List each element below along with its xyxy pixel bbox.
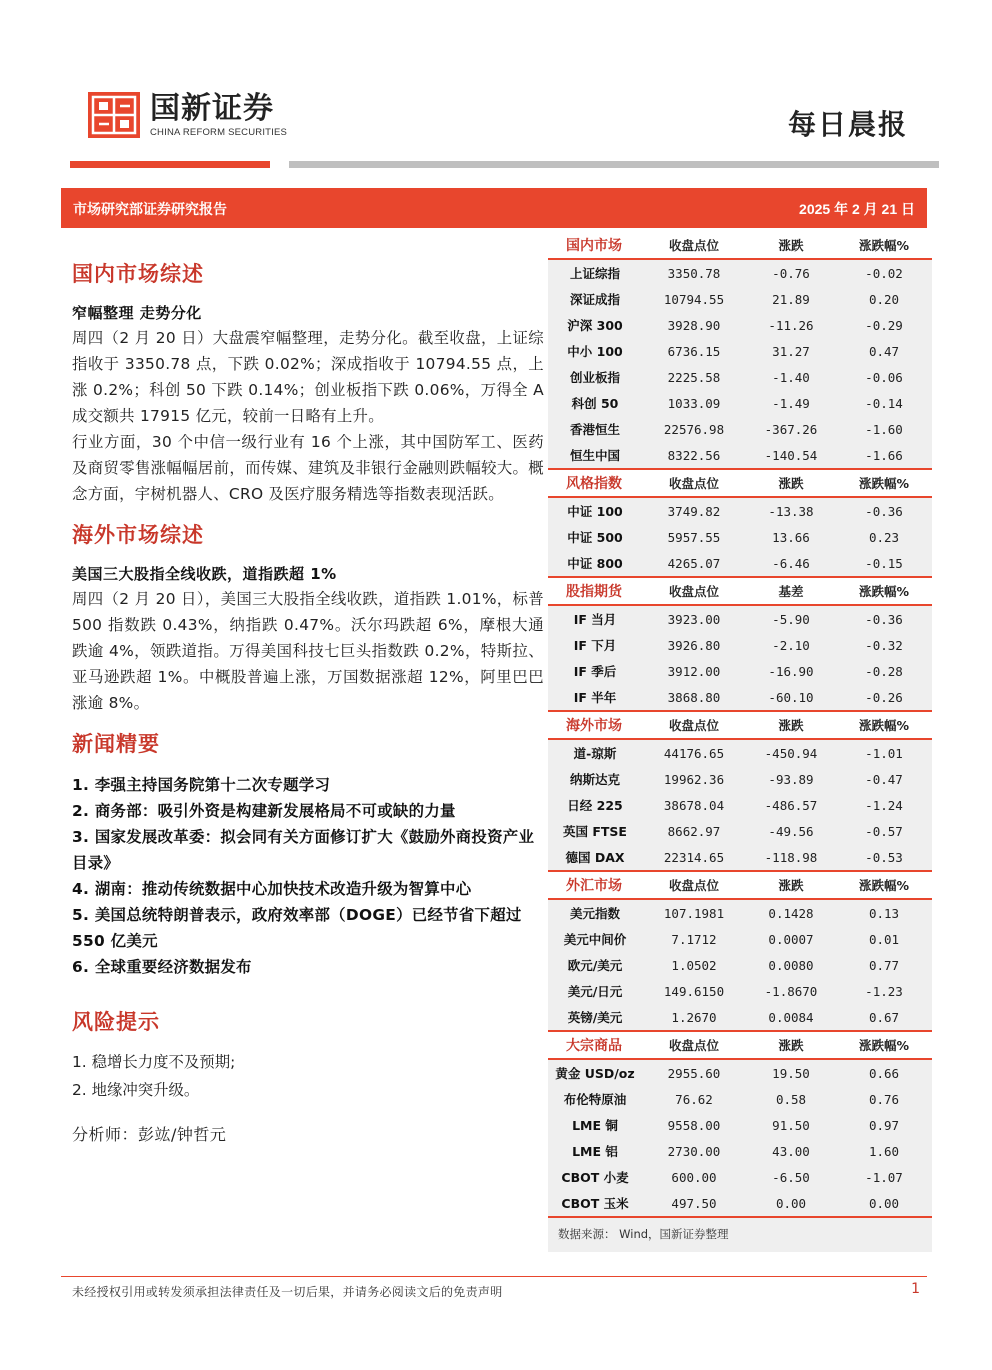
row-value: 6736.15 [667,343,721,359]
row-value: 22314.65 [663,849,725,865]
row-value: -0.76 [772,265,810,281]
table-row [548,442,932,468]
row-value: -0.32 [865,637,903,653]
row-value: -5.90 [772,611,810,627]
table-column-header: 涨跌幅% [858,718,910,733]
domestic-title: 国内市场综述 [72,261,204,286]
table-row [548,952,932,978]
row-label: 黄金 USD/oz [555,1066,635,1081]
table-section-name: 外汇市场 [566,878,622,894]
banner-dept: 市场研究部证券研究报告 [73,202,227,218]
company-logo-text [150,92,287,138]
row-value: -0.36 [865,611,903,627]
table-row [548,1112,932,1138]
row-value: -0.47 [865,771,903,787]
table-row [548,364,932,390]
table-column-header: 收盘点位 [668,878,719,893]
market-data-tables [548,232,932,1252]
row-label: 英镑/美元 [567,1010,623,1025]
row-value: -0.02 [865,265,903,281]
table-row [548,416,932,442]
table-section-name: 风格指数 [566,476,622,492]
row-value: -1.24 [865,797,903,813]
table-header [548,232,932,260]
news-item: 3. 国家发展改革委：拟会同有关方面修订扩大《鼓励外商投资产业目录》 [72,828,535,872]
domestic-para2: 行业方面，30 个中信一级行业有 16 个上涨，其中国防军工、医药及商贸零售涨幅幅居前，而传媒、建筑及非银行金融则跌幅较大。概念方面，宇树机器人、CRO 及医疗服务精选等指数表现活跃。 [72,433,544,503]
row-value: 19.50 [772,1065,810,1081]
row-value: -2.10 [772,637,810,653]
banner-date: 2025 年 2 月 21 日 [799,201,915,217]
row-label: IF 季后 [573,664,617,679]
row-value: -0.15 [865,555,903,571]
logo-cn: 国新证券 [150,91,274,126]
table-column-header: 收盘点位 [668,718,719,733]
table-row [548,286,932,312]
row-value: 0.20 [868,291,900,307]
row-value: 3912.00 [667,663,721,679]
row-value: 0.97 [868,1117,900,1133]
row-value: -6.50 [772,1169,810,1185]
table-column-header: 收盘点位 [668,584,719,599]
table-column-header: 收盘点位 [668,1038,719,1053]
row-value: 0.66 [868,1065,900,1081]
row-value: 3923.00 [667,611,721,627]
row-value: 149.6150 [663,983,725,999]
row-value: 19962.36 [663,771,725,787]
row-value: -1.66 [865,447,903,463]
row-label: 美元/日元 [567,984,623,999]
row-value: 43.00 [772,1143,810,1159]
row-value: 0.01 [868,931,900,947]
table-row [548,818,932,844]
row-label: 美元指数 [569,906,620,921]
table-row [548,632,932,658]
row-value: -450.94 [764,745,818,761]
row-value: 0.67 [868,1009,900,1025]
row-value: 0.47 [868,343,900,359]
table-header [548,1032,932,1060]
news-item: 6. 全球重要经济数据发布 [72,958,252,976]
row-value: -13.38 [768,503,814,519]
domestic-subtitle: 窄幅整理 走势分化 [72,304,202,322]
row-label: 中证 500 [567,530,623,545]
overseas-title: 海外市场综述 [72,522,204,547]
news-title: 新闻精要 [72,731,160,756]
table-row [548,498,932,524]
table-row [548,684,932,710]
row-label: 沪深 300 [567,318,623,333]
report-banner [61,188,927,228]
table-column-header: 涨跌 [778,476,804,491]
news-item: 2. 商务部：吸引外资是构建新发展格局不可或缺的力量 [72,802,456,820]
table-column-header: 涨跌幅% [858,1038,910,1053]
row-value: 0.0080 [768,957,814,973]
left-column [72,250,544,1145]
row-value: 0.77 [868,957,900,973]
table-row [548,260,932,286]
row-value: 13.66 [772,529,810,545]
table-row [548,1190,932,1216]
row-value: 1.60 [868,1143,900,1159]
row-value: -1.07 [865,1169,903,1185]
table-section-name: 大宗商品 [566,1038,622,1054]
table-row [548,338,932,364]
table-section-name: 海外市场 [566,718,622,734]
row-value: 3926.80 [667,637,721,653]
doc-type-title: 每日晨报 [787,108,908,141]
row-label: IF 下月 [573,638,617,653]
table-row [548,740,932,766]
row-value: -0.06 [865,369,903,385]
news-list [72,772,544,980]
domestic-para1: 周四（2 月 20 日）大盘震窄幅整理，走势分化。截至收盘，上证综指收于 3350.78 点，下跌 0.02%；深成指收于 10794.55 点，上涨 0.2%；科创 50 下跌 0.14%；创业板指下跌 0.06%，万得全 A 成交额共 17915 亿元，较前一日略有上升。 [72,329,544,425]
row-value: 2225.58 [667,369,721,385]
row-value: -0.14 [865,395,903,411]
row-label: 恒生中国 [569,448,620,463]
logo-glyph-icon [88,92,140,138]
table-row [548,312,932,338]
row-value: -1.49 [772,395,810,411]
risk-list [72,1048,544,1104]
row-value: 44176.65 [663,745,725,761]
table-section-name: 国内市场 [566,238,622,254]
table-header [548,712,932,740]
row-value: -60.10 [768,689,814,705]
page-number: 1 [911,1281,920,1297]
row-value: -118.98 [764,849,818,865]
news-item: 1. 李强主持国务院第十二次专题学习 [72,776,331,794]
row-value: 4265.07 [667,555,721,571]
row-label: 香港恒生 [569,422,620,437]
row-label: 德国 DAX [565,850,625,865]
row-value: 2730.00 [667,1143,721,1159]
table-column-header: 涨跌幅% [858,238,910,253]
logo-en: CHINA REFORM SECURITIES [150,127,288,138]
table-row [548,1086,932,1112]
table-row [548,978,932,1004]
row-label: 美元中间价 [563,932,627,947]
row-value: -0.28 [865,663,903,679]
table-row [548,792,932,818]
row-value: 600.00 [671,1169,717,1185]
row-label: 纳斯达克 [569,772,620,787]
row-value: 10794.55 [663,291,725,307]
row-value: 91.50 [772,1117,810,1133]
table-row [548,524,932,550]
row-value: 0.00 [775,1195,807,1211]
table-column-header: 涨跌 [778,238,804,253]
row-label: LME 铝 [572,1144,618,1159]
row-label: 日经 225 [567,798,623,813]
row-value: -0.57 [865,823,903,839]
row-label: 英国 FTSE [563,824,627,839]
row-label: 道-琼斯 [573,746,617,761]
row-value: -11.26 [768,317,814,333]
table-column-header: 涨跌幅% [858,584,910,599]
row-label: 中小 100 [567,344,623,359]
row-label: 创业板指 [569,370,620,385]
row-label: IF 半年 [573,690,617,705]
overseas-subtitle: 美国三大股指全线收跌，道指跌超 1% [72,565,337,583]
table-column-header: 涨跌 [778,878,804,893]
row-label: 中证 800 [567,556,623,571]
table-column-header: 涨跌幅% [858,476,910,491]
row-value: 497.50 [671,1195,717,1211]
table-row [548,900,932,926]
row-value: 5957.55 [667,529,721,545]
row-label: IF 当月 [573,612,617,627]
row-value: -367.26 [764,421,818,437]
row-label: 布伦特原油 [563,1092,627,1107]
row-value: 8322.56 [667,447,721,463]
row-value: 0.1428 [768,905,814,921]
row-label: CBOT 玉米 [561,1196,629,1211]
table-row [548,606,932,632]
row-value: 3928.90 [667,317,721,333]
table-header [548,872,932,900]
row-value: -16.90 [768,663,814,679]
row-value: -486.57 [764,797,818,813]
row-value: -6.46 [772,555,810,571]
table-row [548,1060,932,1086]
table-row [548,1164,932,1190]
row-label: 上证综指 [569,266,620,281]
table-column-header: 收盘点位 [668,238,719,253]
row-value: 31.27 [772,343,810,359]
row-value: 0.23 [868,529,900,545]
row-label: 科创 50 [571,396,619,411]
row-value: 1.2670 [671,1009,717,1025]
row-value: 9558.00 [667,1117,721,1133]
row-value: 1.0502 [671,957,717,973]
row-value: 3749.82 [667,503,721,519]
row-value: -93.89 [768,771,814,787]
table-column-header: 基差 [778,584,804,599]
row-value: 0.58 [775,1091,807,1107]
row-value: 22576.98 [663,421,725,437]
row-label: CBOT 小麦 [561,1170,629,1185]
row-value: -1.40 [772,369,810,385]
row-value: -1.23 [865,983,903,999]
table-row [548,658,932,684]
risk-item: 2. 地缘冲突升级。 [72,1081,200,1099]
row-value: -0.53 [865,849,903,865]
footer-disclaimer: 未经授权引用或转发须承担法律责任及一切后果，并请务必阅读文后的免责声明 [72,1285,503,1299]
table-header [548,470,932,498]
row-value: -49.56 [768,823,814,839]
news-item: 5. 美国总统特朗普表示，政府效率部（DOGE）已经节省下超过 550 亿美元 [72,906,522,950]
header-accent-bar [70,161,270,168]
row-value: 0.0084 [768,1009,814,1025]
row-label: LME 铜 [572,1118,618,1133]
row-value: 0.0007 [768,931,814,947]
row-value: -0.29 [865,317,903,333]
row-value: 76.62 [675,1091,713,1107]
table-row [548,766,932,792]
row-value: 38678.04 [663,797,725,813]
row-value: 2955.60 [667,1065,721,1081]
row-value: 0.13 [868,905,900,921]
table-row [548,926,932,952]
row-value: 0.00 [868,1195,900,1211]
risk-item: 1. 稳增长力度不及预期; [72,1053,236,1071]
row-value: -1.01 [865,745,903,761]
row-label: 欧元/美元 [567,958,623,973]
row-value: 21.89 [772,291,810,307]
row-value: -140.54 [764,447,818,463]
overseas-para1: 周四（2 月 20 日），美国三大股指全线收跌，道指跌 1.01%，标普 500 指数跌 0.43%，纳指跌 0.47%。沃尔玛跌超 6%，摩根大通跌逾 4%，领跌道指。万得美国科技七巨头指数跌 0.2%，特斯拉、亚马逊跌超 1%。中概股普遍上涨，万国数据涨超 12%，阿里巴巴涨逾 8%。 [72,590,544,712]
table-row [548,844,932,870]
row-value: 107.1981 [663,905,725,921]
table-column-header: 涨跌 [778,718,804,733]
row-value: -1.8670 [764,983,818,999]
company-logo-mark [88,92,140,138]
footer-divider [61,1276,927,1277]
table-section-name: 股指期货 [566,584,622,600]
table-row [548,550,932,576]
analyst-line: 分析师：彭竑/钟哲元 [72,1125,227,1144]
row-value: 3868.80 [667,689,721,705]
risk-title: 风险提示 [72,1009,160,1034]
row-value: -0.36 [865,503,903,519]
row-value: 3350.78 [667,265,721,281]
table-header [548,578,932,606]
row-label: 中证 100 [567,504,623,519]
news-item: 4. 湖南：推动传统数据中心加快技术改造升级为智算中心 [72,880,472,898]
row-value: 8662.97 [667,823,721,839]
row-label: 深证成指 [569,292,620,307]
row-value: 1033.09 [667,395,721,411]
data-source-note: 数据来源： Wind，国新证券整理 [548,1218,932,1252]
row-value: -0.26 [865,689,903,705]
row-value: 0.76 [868,1091,900,1107]
header-gray-bar [289,161,939,168]
table-row [548,1004,932,1030]
table-column-header: 收盘点位 [668,476,719,491]
row-value: -1.60 [865,421,903,437]
table-row [548,390,932,416]
row-value: 7.1712 [671,931,717,947]
table-column-header: 涨跌幅% [858,878,910,893]
table-column-header: 涨跌 [778,1038,804,1053]
table-row [548,1138,932,1164]
